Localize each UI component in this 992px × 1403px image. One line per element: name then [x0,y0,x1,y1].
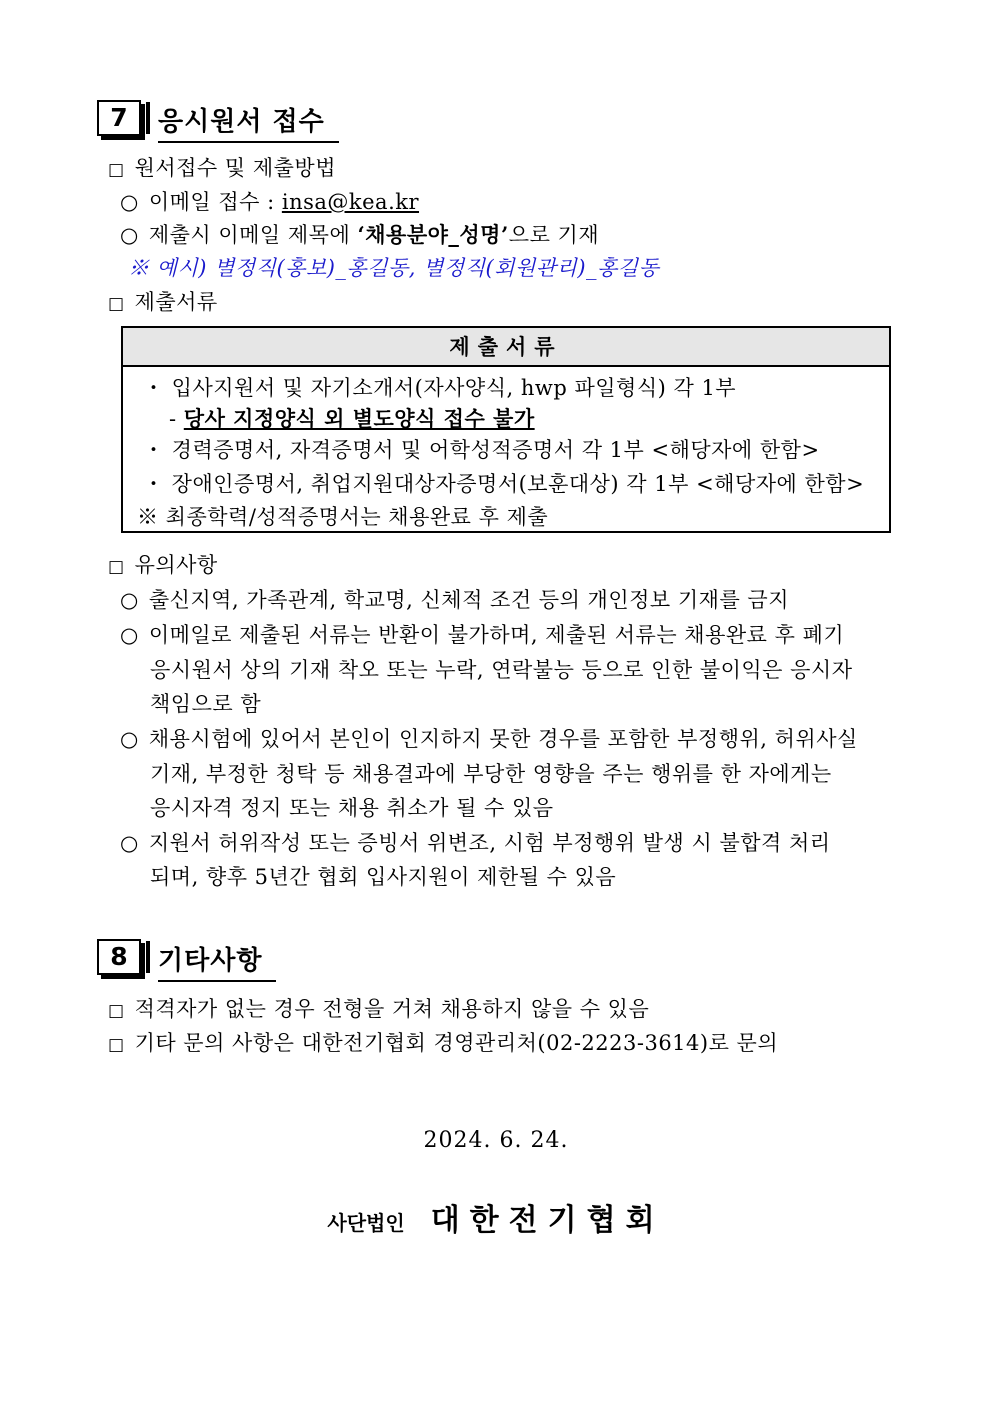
documents-table-header: 제출서류 [123,328,889,367]
checkbox-square-icon: □ [108,294,125,314]
document-item: ・ 입사지원서 및 자기소개서(자사양식, hwp 파일형식) 각 1부 [143,376,737,400]
checkbox-square-icon: □ [108,1035,125,1055]
section-8-bar [146,941,150,973]
other-item: □ 기타 문의 사항은 대한전기협회 경영관리처(02-2223-3614)로 문의 [108,1031,779,1055]
email-line: ○ 이메일 접수 : insa@kea.kr [120,190,420,214]
precaution-continuation: 응시원서 상의 기재 착오 또는 누락, 연락불능 등으로 인한 불이익은 응시자 [150,658,853,682]
documents-heading: □ 제출서류 [108,290,218,314]
section-8-title: 기타사항 [158,940,276,982]
documents-table [121,326,891,533]
precaution-item: ○ 이메일로 제출된 서류는 반환이 불가하며, 제출된 서류는 채용완료 후 폐기 [120,623,845,647]
precaution-continuation: 되며, 향후 5년간 협회 입사지원이 제한될 수 있음 [150,865,617,889]
circle-bullet-icon: ○ [120,831,139,855]
email-subject-line: ○ 제출시 이메일 제목에 ‘채용분야_성명’으로 기재 [120,222,600,247]
section-7-title: 응시원서 접수 [158,101,339,143]
checkbox-square-icon: □ [108,557,125,577]
document-date: 2024. 6. 24. [423,1128,569,1153]
circle-bullet-icon: ○ [120,623,139,647]
checkbox-square-icon: □ [108,1001,125,1021]
checkbox-square-icon: □ [108,160,125,180]
section-7-number: 7 [97,100,141,136]
other-item: □ 적격자가 없는 경우 전형을 거쳐 채용하지 않을 수 있음 [108,997,650,1021]
precaution-continuation: 응시자격 정지 또는 채용 취소가 될 수 있음 [150,796,554,820]
document-note: ※ 최종학력/성적증명서는 채용완료 후 제출 [137,505,549,529]
email-link[interactable]: insa@kea.kr [281,190,420,214]
precaution-item: ○ 출신지역, 가족관계, 학교명, 신체적 조건 등의 개인정보 기재를 금지 [120,588,789,612]
document-sub-item: - 당사 지정양식 외 별도양식 접수 불가 [169,406,535,431]
precaution-continuation: 기재, 부정한 청탁 등 채용결과에 부당한 영향을 주는 행위를 한 자에게는 [150,762,832,786]
precaution-item: ○ 지원서 허위작성 또는 증빙서 위변조, 시험 부정행위 발생 시 불합격 처리 [120,831,831,855]
submission-method-heading: □ 원서접수 및 제출방법 [108,156,336,180]
org-name: 대한전기협회 [430,1203,665,1238]
circle-bullet-icon: ○ [120,727,139,751]
section-7-bar [146,102,150,134]
document-item: ・ 장애인증명서, 취업지원대상자증명서(보훈대상) 각 1부 <해당자에 한함> [143,472,865,496]
circle-bullet-icon: ○ [120,190,139,214]
section-8-number: 8 [97,939,141,975]
organization-signature [0,1195,992,1239]
circle-bullet-icon: ○ [120,588,139,612]
org-prefix: 사단법인 [327,1211,405,1235]
document-item: ・ 경력증명서, 자격증명서 및 어학성적증명서 각 1부 <해당자에 한함> [143,438,820,462]
example-note: ※ 예시) 별정직(홍보)_홍길동, 별정직(회원관리)_홍길동 [128,256,660,280]
precautions-heading: □ 유의사항 [108,553,218,577]
precaution-item: ○ 채용시험에 있어서 본인이 인지하지 못한 경우를 포함한 부정행위, 허위사실 [120,727,858,751]
circle-bullet-icon: ○ [120,223,139,247]
precaution-continuation: 책임으로 함 [150,692,262,716]
